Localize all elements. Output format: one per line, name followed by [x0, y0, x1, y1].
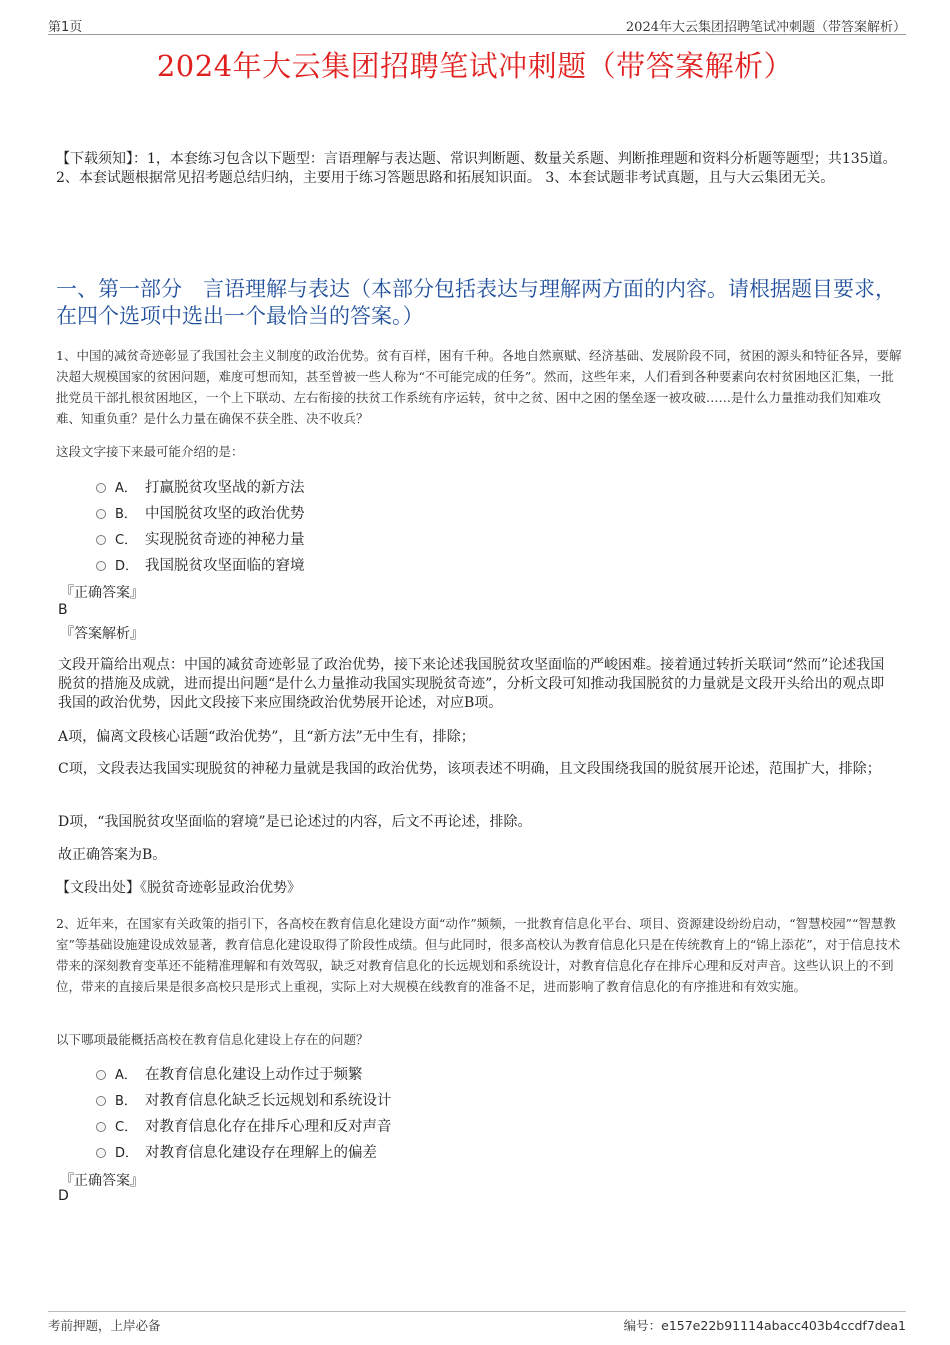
option-letter: D．	[115, 558, 139, 574]
option-a[interactable]	[96, 473, 305, 499]
page-header	[48, 14, 906, 35]
option-letter: B．	[115, 506, 137, 522]
question-2-stem: 2、近年来，在国家有关政策的指引下，各高校在教育信息化建设方面“动作”频频，一批教育信息化平台、项目、资源建设纷纷启动，“智慧校园”“智慧教室”等基础设施建设成效显著，教育信息化建设取得了阶段性成绩。但与此同时，很多高校认为教育信息化只是在传统教育上的“锦上添花”，对于信息技术带来的深刻教育变革还不能精准理解和有效驾驭，缺乏对教育信息化的长远规划和系统设计，对教育信息化存在排斥心理和反对声音。这些认识上的不到位，带来的直接后果是很多高校只是形式上重视，实际上对大规模在线教育的准备不足，进而影响了教育信息化的有序推进和有效实施。	[56, 916, 901, 994]
page-footer	[48, 1311, 906, 1334]
option-letter: D．	[115, 1145, 139, 1161]
analysis-paragraph: 文段开篇给出观点：中国的减贫奇迹彰显了政治优势，接下来论述我国脱贫攻坚面临的严峻困难。接着通过转折关联词“然而”论述我国脱贫的措施及成就，进而提出问题“是什么力量推动我国实现脱贫奇迹”，分析文段可知推动我国脱贫的力量就是文段开头给出的观点即我国的政治优势，因此文段接下来应围绕政治优势展开论述，对应B项。	[58, 657, 885, 711]
section-heading: 一、第一部分 言语理解与表达（本部分包括表达与理解两方面的内容。请根据题目要求，在四个选项中选出一个最恰当的答案。）	[56, 277, 896, 328]
download-notice: 【下载须知】：1，本套练习包含以下题型：言语理解与表达题、常识判断题、数量关系题、判断推理题和资料分析题等题型；共135道。 2、本套试题根据常见招考题总结归纳，主要用于练习答题思路和拓展知识面。 3、本套试题非考试真题，且与大云集团无关。	[56, 151, 897, 186]
question-2-options	[96, 1060, 392, 1164]
analysis-conclusion: 故正确答案为B。	[58, 847, 167, 863]
header-doc-title: 2024年大云集团招聘笔试冲刺题（带答案解析）	[625, 20, 906, 35]
page-number: 第1页	[48, 20, 83, 35]
code-value: e157e22b91114abacc403b4ccdf7dea1	[661, 1318, 906, 1333]
option-b[interactable]	[96, 499, 305, 525]
option-c[interactable]	[96, 1112, 392, 1138]
analysis-paragraph: A项，偏离文段核心话题“政治优势”，且“新方法”无中生有，排除；	[58, 729, 475, 745]
option-d[interactable]	[96, 551, 305, 577]
radio-icon[interactable]	[96, 1148, 106, 1158]
document-code	[624, 1316, 906, 1334]
option-letter: C．	[115, 1119, 138, 1135]
footer-slogan: 考前押题，上岸必备	[48, 1318, 161, 1333]
option-text: 我国脱贫攻坚面临的窘境	[145, 557, 305, 574]
option-letter: A．	[115, 1067, 137, 1083]
option-text: 对教育信息化存在排斥心理和反对声音	[145, 1118, 392, 1135]
question-1-prompt: 这段文字接下来最可能介绍的是：	[56, 444, 244, 459]
option-d[interactable]	[96, 1138, 392, 1164]
option-text: 对教育信息化建设存在理解上的偏差	[145, 1144, 377, 1161]
correct-answer-label: 『正确答案』	[60, 1173, 144, 1189]
radio-icon[interactable]	[96, 1070, 106, 1080]
option-text: 在教育信息化建设上动作过于频繁	[145, 1066, 363, 1083]
radio-icon[interactable]	[96, 1122, 106, 1132]
option-letter: C．	[115, 532, 138, 548]
option-text: 中国脱贫攻坚的政治优势	[145, 505, 305, 522]
code-label: 编号：	[623, 1318, 662, 1333]
analysis-label: 『答案解析』	[60, 626, 144, 642]
option-b[interactable]	[96, 1086, 392, 1112]
passage-source: 【文段出处】《脱贫奇迹彰显政治优势》	[56, 880, 301, 896]
analysis-paragraph: C项，文段表达我国实现脱贫的神秘力量就是我国的政治优势，该项表述不明确，且文段围绕我国的脱贫展开论述，范围扩大，排除；	[58, 761, 881, 777]
option-c[interactable]	[96, 525, 305, 551]
correct-answer-value: D	[58, 1188, 69, 1204]
option-text: 对教育信息化缺乏长远规划和系统设计	[145, 1092, 392, 1109]
question-2-prompt: 以下哪项最能概括高校在教育信息化建设上存在的问题？	[56, 1032, 369, 1047]
option-letter: A．	[115, 480, 137, 496]
analysis-paragraph: D项，“我国脱贫攻坚面临的窘境”是已论述过的内容，后文不再论述，排除。	[58, 814, 532, 830]
question-1-options	[96, 473, 305, 577]
radio-icon[interactable]	[96, 561, 106, 571]
radio-icon[interactable]	[96, 535, 106, 545]
radio-icon[interactable]	[96, 509, 106, 519]
document-title: 2024年大云集团招聘笔试冲刺题（带答案解析）	[156, 49, 794, 83]
correct-answer-value: B	[58, 602, 68, 618]
option-text: 打赢脱贫攻坚战的新方法	[145, 479, 305, 496]
option-letter: B．	[115, 1093, 137, 1109]
option-a[interactable]	[96, 1060, 392, 1086]
question-1-stem: 1、中国的减贫奇迹彰显了我国社会主义制度的政治优势。贫有百样，困有千种。各地自然禀赋、经济基础、发展阶段不同，贫困的源头和特征各异，要解决超大规模国家的贫困问题，难度可想而知，甚至曾被一些人称为“不可能完成的任务”。然而，这些年来，人们看到各种要素向农村贫困地区汇集，一批批党员干部扎根贫困地区，一个上下联动、左右衔接的扶贫工作系统有序运转，贫中之贫、困中之困的堡垒逐一被攻破……是什么力量推动我们知难攻难、知重负重？是什么力量在确保不获全胜、决不收兵？	[56, 348, 902, 426]
radio-icon[interactable]	[96, 1096, 106, 1106]
radio-icon[interactable]	[96, 483, 106, 493]
option-text: 实现脱贫奇迹的神秘力量	[145, 531, 305, 548]
correct-answer-label: 『正确答案』	[60, 585, 144, 601]
